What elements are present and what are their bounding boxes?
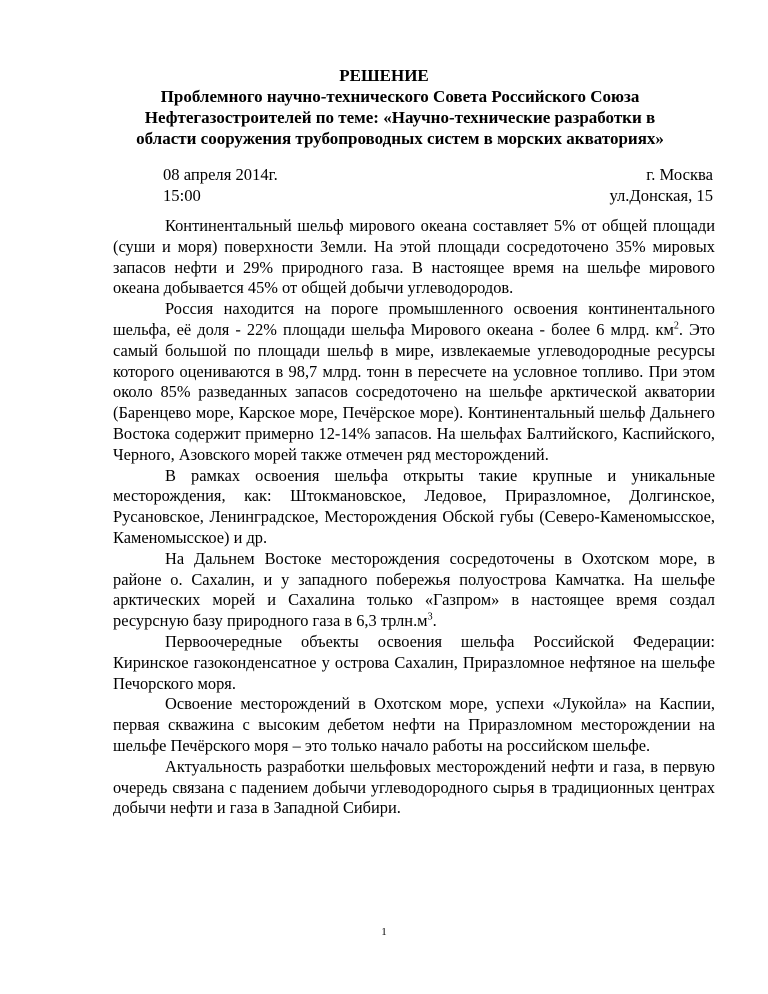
document-heading (95, 86, 705, 149)
paragraph: Освоение месторождений в Охотском море, успехи «Лукойла» на Каспии, первая скважина с высоким дебетом нефти на Приразломном месторождении на шельфе Печёрского моря – это только начало работы на российском шельфе. (113, 694, 715, 755)
paragraph: Континентальный шельф мирового океана составляет 5% от общей площади (суши и моря) поверхности Земли. На этой площади сосредоточено 35% мировых запасов нефти и 29% природного газа. В настоящее время на шельфе мирового океана добывается 45% от общей добычи углеводородов. (113, 216, 715, 298)
meeting-time: 15:00 (163, 186, 201, 205)
paragraph: Первоочередные объекты освоения шельфа Российской Федерации: Киринское газоконденсатное у острова Сахалин, Приразломное нефтяное на шельфе Печорского моря. (113, 631, 715, 693)
document-title: РЕШЕНИЕ (339, 66, 429, 85)
document-meta (163, 164, 713, 206)
page-number: 1 (381, 926, 387, 938)
meeting-address: ул.Донская, 15 (609, 186, 713, 205)
paragraph: В рамках освоения шельфа открыты такие крупные и уникальные месторождения, как: Штокмановское, Ледовое, Приразломное, Долгинское, Русановское, Ленинградское, Месторождения Обской губы (Северо-Каменомысское, Каменомысское) и др. (113, 465, 715, 547)
document-body (113, 216, 715, 819)
paragraph: Актуальность разработки шельфовых месторождений нефти и газа, в первую очередь связана с падением добычи углеводородного сырья в традиционных центрах добычи нефти и газа в Западной Сибири. (113, 756, 715, 818)
heading-line: Проблемного научно-технического Совета Российского Союза (160, 87, 640, 106)
heading-line: Нефтегазостроителей по теме: «Научно-технические разработки в (144, 108, 656, 127)
meeting-city: г. Москва (646, 165, 713, 184)
heading-line: области сооружения трубопроводных систем в морских акваториях» (136, 129, 664, 148)
meeting-date: 08 апреля 2014г. (163, 165, 278, 184)
paragraph: На Дальнем Востоке месторождения сосредоточены в Охотском море, в районе о. Сахалин, и у западного побережья полуострова Камчатка. На шельфе арктических морей и Сахалина только «Газпром» в настоящее время создал ресурсную базу природного газа в 6,3 $трлн.м^3$. (113, 548, 715, 631)
paragraph: Россия находится на пороге промышленного освоения континентального шельфа, её доля - 22% площади шельфа Мирового океана - более 6 млрд. $км^2$. Это самый большой по площади шельф в мире, извлекаемые углеводородные ресурсы которого оцениваются в 98,7 млрд. тонн в пересчете на условное топливо. При этом около 85% разведанных запасов сосредоточено на шельфе арктической акватории (Баренцево море, Карское море, Печёрское море). Континентальный шельф Дальнего Востока содержит примерно 12-14% запасов. На шельфах Балтийского, Каспийского, Черного, Азовского морей также отмечен ряд месторождений. (113, 299, 715, 464)
